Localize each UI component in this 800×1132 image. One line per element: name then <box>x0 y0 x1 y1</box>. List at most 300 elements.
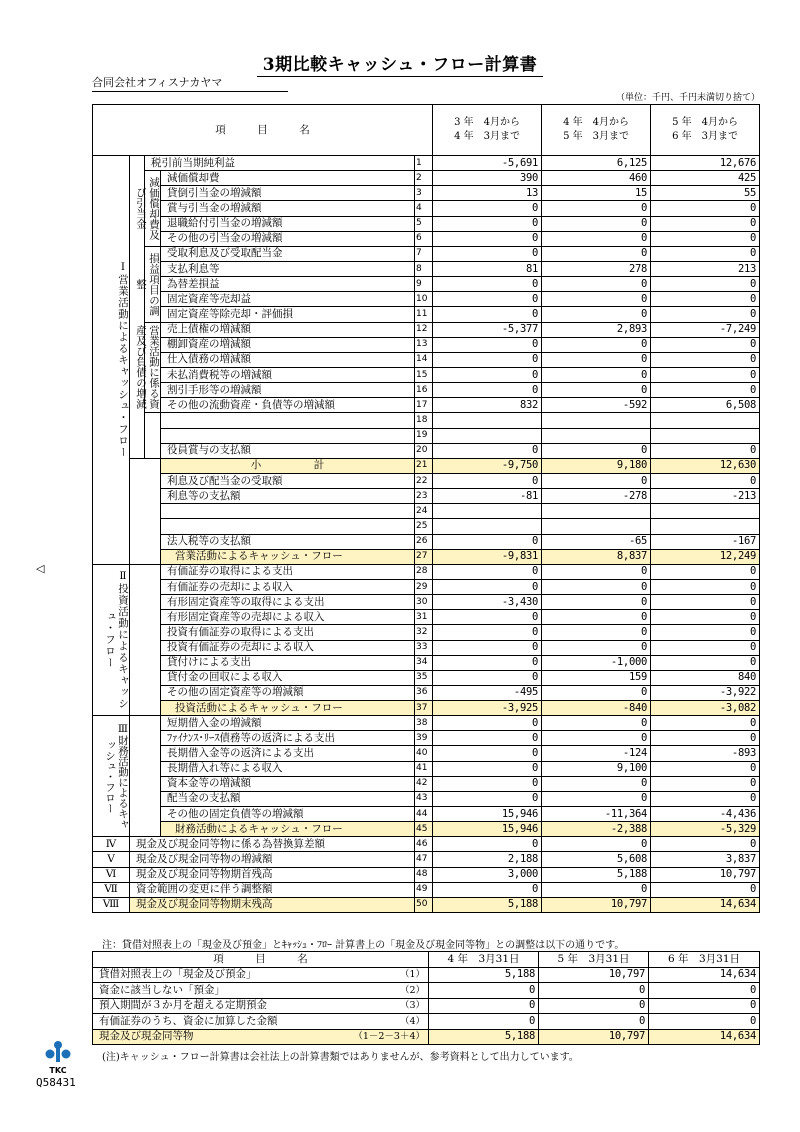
table-row <box>93 519 760 534</box>
line-number: 30 <box>415 595 433 610</box>
value-cell: 0 <box>651 231 760 246</box>
value-cell: 0 <box>433 383 542 398</box>
line-number: 1 <box>415 156 433 171</box>
line-number: 29 <box>415 579 433 594</box>
value-cell: 0 <box>651 731 760 746</box>
value-cell: 2,893 <box>542 322 651 337</box>
unit-note: （単位：千円、千円未満切り捨て） <box>615 93 760 103</box>
value-cell: 3,837 <box>651 852 760 867</box>
row-label: 有価証券の売却による収入 <box>161 579 415 594</box>
table-row <box>93 201 760 216</box>
value-cell: -893 <box>651 746 760 761</box>
value-cell: -9,750 <box>433 458 542 473</box>
value-cell: 425 <box>651 171 760 186</box>
financing-indent-cell <box>130 716 161 837</box>
value-cell <box>651 519 760 534</box>
row-label: 長期借入金等の返済による支出 <box>161 746 415 761</box>
value-cell: 15,946 <box>433 822 542 837</box>
value-cell: 0 <box>542 882 651 897</box>
row-label <box>161 519 415 534</box>
sub-row-ref: （1－2－3＋4） <box>323 1029 429 1045</box>
operating-subtotal-indent <box>130 458 161 564</box>
line-number: 3 <box>415 186 433 201</box>
row-label: 有形固定資産等の売却による収入 <box>161 610 415 625</box>
value-cell: 0 <box>433 216 542 231</box>
value-cell <box>651 504 760 519</box>
value-cell: -3,922 <box>651 685 760 700</box>
empty-group-cell <box>145 413 161 458</box>
line-number: 22 <box>415 473 433 488</box>
line-number: 36 <box>415 685 433 700</box>
row-label: 投資有価証券の売却による収入 <box>161 640 415 655</box>
cash-reconciliation-table <box>92 951 760 1045</box>
value-cell: -5,691 <box>433 156 542 171</box>
value-cell: 0 <box>542 610 651 625</box>
line-number: 21 <box>415 458 433 473</box>
sub-value-cell: 0 <box>429 983 539 999</box>
table-row <box>93 579 760 594</box>
value-cell: -840 <box>542 701 651 716</box>
table-row <box>93 655 760 670</box>
row-label: その他の流動資産・負債等の増減額 <box>161 398 415 413</box>
value-cell: -11,364 <box>542 807 651 822</box>
value-cell: -592 <box>542 398 651 413</box>
value-cell: 3,000 <box>433 867 542 882</box>
sub-value-cell: 0 <box>649 998 760 1014</box>
row-label: 貸付けによる支出 <box>161 655 415 670</box>
line-number: 43 <box>415 791 433 806</box>
sub-header-date-2: 5 年 3月31日 <box>539 952 649 968</box>
table-row <box>93 261 760 276</box>
row-label: 小 計 <box>161 458 415 473</box>
table-row <box>93 670 760 685</box>
value-cell: 9,100 <box>542 761 651 776</box>
value-cell: 0 <box>651 579 760 594</box>
value-cell: 0 <box>433 882 542 897</box>
table-row <box>93 701 760 716</box>
row-label: 受取利息及び受取配当金 <box>161 246 415 261</box>
value-cell <box>433 413 542 428</box>
table-row <box>93 837 760 852</box>
value-cell: 0 <box>433 473 542 488</box>
value-cell: 14,634 <box>651 897 760 912</box>
value-cell: 81 <box>433 261 542 276</box>
table-row <box>93 156 760 171</box>
value-cell: 0 <box>542 685 651 700</box>
row-label <box>161 413 415 428</box>
column-header-period-3: 5 年 4月から 6 年 3月まで <box>651 105 760 156</box>
value-cell: 0 <box>542 579 651 594</box>
value-cell: 5,188 <box>542 867 651 882</box>
value-cell: 10,797 <box>651 867 760 882</box>
row-label: 税引前当期純利益 <box>145 156 415 171</box>
row-label: 現金及び現金同等物に係る為替換算差額 <box>130 837 415 852</box>
value-cell: 278 <box>542 261 651 276</box>
footnote: (注)キャッシュ・フロー計算書は会社法上の計算書類ではありませんが、参考資料として出力しています。 <box>102 1052 579 1063</box>
section-viii-label: Ⅷ <box>93 897 130 912</box>
row-label: 現金及び現金同等物期首残高 <box>130 867 415 882</box>
value-cell: 159 <box>542 670 651 685</box>
row-label: 現金及び現金同等物期末残高 <box>130 897 415 912</box>
table-row <box>93 610 760 625</box>
value-cell: 0 <box>433 610 542 625</box>
table-row <box>93 337 760 352</box>
value-cell: 0 <box>651 625 760 640</box>
value-cell: 0 <box>433 625 542 640</box>
sub-value-cell: 10,797 <box>539 967 649 983</box>
value-cell: 213 <box>651 261 760 276</box>
table-row <box>93 171 760 186</box>
value-cell: 2,188 <box>433 852 542 867</box>
value-cell: 12,676 <box>651 156 760 171</box>
sub-row-label: 現金及び現金同等物 <box>93 1029 323 1045</box>
row-label: 役員賞与の支払額 <box>161 443 415 458</box>
value-cell: 0 <box>433 246 542 261</box>
table-row <box>93 413 760 428</box>
value-cell: 0 <box>651 564 760 579</box>
value-cell: -213 <box>651 489 760 504</box>
table-row <box>93 504 760 519</box>
value-cell: -278 <box>542 489 651 504</box>
row-label: 有形固定資産等の取得による支出 <box>161 595 415 610</box>
line-number: 14 <box>415 352 433 367</box>
line-number: 10 <box>415 292 433 307</box>
row-label: その他の固定資産等の増減額 <box>161 685 415 700</box>
table-row <box>93 398 760 413</box>
value-cell: -2,388 <box>542 822 651 837</box>
value-cell: -9,831 <box>433 549 542 564</box>
table-row <box>93 761 760 776</box>
line-number: 34 <box>415 655 433 670</box>
value-cell <box>433 519 542 534</box>
value-cell: 0 <box>433 655 542 670</box>
row-label: その他の引当金の増減額 <box>161 231 415 246</box>
row-label <box>161 428 415 443</box>
line-number: 39 <box>415 731 433 746</box>
value-cell: 0 <box>542 352 651 367</box>
sub-row-ref: （1） <box>323 967 429 983</box>
row-label: 為替差損益 <box>161 277 415 292</box>
value-cell: 0 <box>651 761 760 776</box>
value-cell: 0 <box>651 277 760 292</box>
value-cell: -5,377 <box>433 322 542 337</box>
line-number: 19 <box>415 428 433 443</box>
value-cell: 0 <box>433 534 542 549</box>
table-row <box>93 731 760 746</box>
sub-row-ref: （4） <box>323 1014 429 1030</box>
line-number: 45 <box>415 822 433 837</box>
line-number: 50 <box>415 897 433 912</box>
table-row <box>93 246 760 261</box>
value-cell: 0 <box>542 443 651 458</box>
section-financing-label: Ⅲ財務活動によるキャッシュ・フロー <box>93 716 130 837</box>
value-cell <box>433 428 542 443</box>
line-number: 6 <box>415 231 433 246</box>
row-label: 貸付金の回収による収入 <box>161 670 415 685</box>
value-cell: -81 <box>433 489 542 504</box>
value-cell: 0 <box>542 383 651 398</box>
table-row <box>93 776 760 791</box>
line-number: 35 <box>415 670 433 685</box>
row-label: 短期借入金の増減額 <box>161 716 415 731</box>
table-row <box>93 897 760 912</box>
value-cell: 0 <box>433 776 542 791</box>
value-cell: 0 <box>433 367 542 382</box>
value-cell: 0 <box>651 837 760 852</box>
value-cell: 15 <box>542 186 651 201</box>
line-number: 48 <box>415 867 433 882</box>
row-label: ﾌｧｲﾅﾝｽ･ﾘｰｽ債務等の返済による支出 <box>161 731 415 746</box>
line-number: 24 <box>415 504 433 519</box>
sub-value-cell: 0 <box>429 1014 539 1030</box>
cash-flow-table <box>92 104 760 913</box>
sub-row-label: 預入期間が３か月を超える定期預金 <box>93 998 323 1014</box>
row-label <box>161 504 415 519</box>
value-cell: 0 <box>542 716 651 731</box>
row-label: 利息等の支払額 <box>161 489 415 504</box>
value-cell: 0 <box>542 564 651 579</box>
value-cell: 0 <box>542 216 651 231</box>
sub-table-row <box>93 1029 760 1045</box>
value-cell: -3,082 <box>651 701 760 716</box>
table-row <box>93 746 760 761</box>
value-cell: 0 <box>433 670 542 685</box>
value-cell <box>542 519 651 534</box>
row-label: 営業活動によるキャッシュ・フロー <box>161 549 415 564</box>
sub-table-row <box>93 1014 760 1030</box>
group-pl-adjustment-label: 損益項目の調整 <box>145 246 161 322</box>
line-number: 28 <box>415 564 433 579</box>
adjustment-note: 注：貸借対照表上の「現金及び預金」とｷｬｯｼｭ・ﾌﾛｰ 計算書上の「現金及び現金同等物」との調整は以下の通りです。 <box>102 940 625 951</box>
value-cell: 832 <box>433 398 542 413</box>
value-cell: 0 <box>542 625 651 640</box>
page-code: Q58431 <box>36 1076 76 1089</box>
value-cell: 0 <box>433 791 542 806</box>
sub-value-cell: 0 <box>539 1014 649 1030</box>
line-number: 27 <box>415 549 433 564</box>
table-row <box>93 564 760 579</box>
line-number: 8 <box>415 261 433 276</box>
value-cell: 0 <box>651 882 760 897</box>
value-cell: -7,249 <box>651 322 760 337</box>
value-cell: 6,125 <box>542 156 651 171</box>
line-number: 25 <box>415 519 433 534</box>
sub-row-ref: （3） <box>323 998 429 1014</box>
line-number: 5 <box>415 216 433 231</box>
value-cell: 12,630 <box>651 458 760 473</box>
table-row <box>93 489 760 504</box>
value-cell: -65 <box>542 534 651 549</box>
value-cell: 0 <box>542 473 651 488</box>
value-cell: 0 <box>433 837 542 852</box>
row-label: 仕入債務の増減額 <box>161 352 415 367</box>
value-cell: 0 <box>542 277 651 292</box>
table-row <box>93 549 760 564</box>
table-row <box>93 595 760 610</box>
value-cell: 0 <box>651 292 760 307</box>
line-number: 4 <box>415 201 433 216</box>
row-label: 割引手形等の増減額 <box>161 383 415 398</box>
value-cell: 10,797 <box>542 897 651 912</box>
line-number: 2 <box>415 171 433 186</box>
sub-value-cell: 14,634 <box>649 967 760 983</box>
sub-row-label: 貸借対照表上の「現金及び預金」 <box>93 967 323 983</box>
value-cell: 12,249 <box>651 549 760 564</box>
sub-table-row <box>93 983 760 999</box>
row-label: 長期借入れ等による収入 <box>161 761 415 776</box>
table-row <box>93 458 760 473</box>
value-cell: -4,436 <box>651 807 760 822</box>
table-row <box>93 231 760 246</box>
value-cell: 9,180 <box>542 458 651 473</box>
sub-row-label: 資金に該当しない「預金」 <box>93 983 323 999</box>
sub-value-cell: 10,797 <box>539 1029 649 1045</box>
row-label: 貸倒引当金の増減額 <box>161 186 415 201</box>
sub-header-date-1: 4 年 3月31日 <box>429 952 539 968</box>
value-cell: 0 <box>542 201 651 216</box>
value-cell: -3,925 <box>433 701 542 716</box>
value-cell: 0 <box>542 292 651 307</box>
sub-value-cell: 5,188 <box>429 1029 539 1045</box>
row-label: 投資活動によるキャッシュ・フロー <box>161 701 415 716</box>
value-cell: 0 <box>433 231 542 246</box>
table-row <box>93 352 760 367</box>
value-cell: 0 <box>651 337 760 352</box>
value-cell: -3,430 <box>433 595 542 610</box>
table-row <box>93 443 760 458</box>
value-cell <box>651 428 760 443</box>
line-number: 26 <box>415 534 433 549</box>
table-row <box>93 822 760 837</box>
tkc-logo-icon <box>43 1040 73 1062</box>
value-cell: 0 <box>433 579 542 594</box>
row-label: 現金及び現金同等物の増減額 <box>130 852 415 867</box>
line-number: 18 <box>415 413 433 428</box>
margin-mark: ◁ <box>36 562 45 575</box>
value-cell: 0 <box>651 610 760 625</box>
sub-header-item: 項 目 名 <box>93 952 429 968</box>
value-cell <box>651 413 760 428</box>
line-number: 49 <box>415 882 433 897</box>
row-label: 配当金の支払額 <box>161 791 415 806</box>
value-cell: 0 <box>651 640 760 655</box>
sub-value-cell: 0 <box>649 983 760 999</box>
investing-indent-cell <box>130 564 161 715</box>
value-cell: 0 <box>433 731 542 746</box>
value-cell: 0 <box>433 201 542 216</box>
value-cell: 0 <box>433 746 542 761</box>
value-cell: 0 <box>651 307 760 322</box>
value-cell: 0 <box>651 776 760 791</box>
value-cell: -495 <box>433 685 542 700</box>
row-label: 減価償却費 <box>161 171 415 186</box>
table-row <box>93 216 760 231</box>
value-cell: 0 <box>542 595 651 610</box>
sub-row-ref: （2） <box>323 983 429 999</box>
line-number: 12 <box>415 322 433 337</box>
line-number: 42 <box>415 776 433 791</box>
value-cell: 840 <box>651 670 760 685</box>
value-cell: 0 <box>651 201 760 216</box>
table-row <box>93 428 760 443</box>
row-label: 法人税等の支払額 <box>161 534 415 549</box>
tkc-logo <box>40 1040 76 1075</box>
value-cell: 15,946 <box>433 807 542 822</box>
line-number: 16 <box>415 383 433 398</box>
table-row <box>93 534 760 549</box>
value-cell: 0 <box>433 640 542 655</box>
value-cell: 13 <box>433 186 542 201</box>
value-cell: 5,188 <box>433 897 542 912</box>
value-cell: 8,837 <box>542 549 651 564</box>
sub-value-cell: 5,188 <box>429 967 539 983</box>
row-label: 投資有価証券の取得による支出 <box>161 625 415 640</box>
row-label: 資金範囲の変更に伴う調整額 <box>130 882 415 897</box>
value-cell: 0 <box>542 307 651 322</box>
section-v-label: Ⅴ <box>93 852 130 867</box>
value-cell: 0 <box>651 595 760 610</box>
line-number: 13 <box>415 337 433 352</box>
value-cell: 0 <box>542 837 651 852</box>
group-depreciation-label: 減価償却費及び引当金 <box>145 171 161 247</box>
line-number: 47 <box>415 852 433 867</box>
line-number: 7 <box>415 246 433 261</box>
row-label: 利息及び配当金の受取額 <box>161 473 415 488</box>
group-working-capital-label: 営業活動に係る資産及び負債の増減 <box>145 322 161 413</box>
value-cell: 0 <box>651 216 760 231</box>
sub-header-date-3: 6 年 3月31日 <box>649 952 760 968</box>
value-cell: -1,000 <box>542 655 651 670</box>
table-row <box>93 292 760 307</box>
table-row <box>93 716 760 731</box>
table-row <box>93 625 760 640</box>
value-cell: 0 <box>433 716 542 731</box>
row-label: 退職給付引当金の増減額 <box>161 216 415 231</box>
value-cell: 5,608 <box>542 852 651 867</box>
column-header-item: 項 目 名 <box>93 105 433 156</box>
value-cell: 0 <box>542 731 651 746</box>
value-cell <box>542 504 651 519</box>
row-label: 財務活動によるキャッシュ・フロー <box>161 822 415 837</box>
value-cell: 0 <box>433 337 542 352</box>
value-cell: 0 <box>542 640 651 655</box>
value-cell: 0 <box>542 337 651 352</box>
section-investing-label: Ⅱ投資活動によるキャッシュ・フロー <box>93 564 130 715</box>
value-cell: 6,508 <box>651 398 760 413</box>
row-label: 棚卸資産の増減額 <box>161 337 415 352</box>
value-cell: 0 <box>651 473 760 488</box>
section-vi-label: Ⅵ <box>93 867 130 882</box>
sub-value-cell: 0 <box>539 998 649 1014</box>
row-label: 資本金等の増減額 <box>161 776 415 791</box>
table-row <box>93 791 760 806</box>
line-number: 11 <box>415 307 433 322</box>
value-cell: 0 <box>433 564 542 579</box>
value-cell: 0 <box>651 367 760 382</box>
value-cell: 460 <box>542 171 651 186</box>
value-cell: 0 <box>651 791 760 806</box>
row-label: 有価証券の取得による支出 <box>161 564 415 579</box>
value-cell: 0 <box>433 307 542 322</box>
table-row <box>93 685 760 700</box>
value-cell: 0 <box>651 352 760 367</box>
value-cell: 0 <box>542 246 651 261</box>
value-cell <box>433 504 542 519</box>
value-cell: 0 <box>542 791 651 806</box>
value-cell: -5,329 <box>651 822 760 837</box>
row-label: 売上債権の増減額 <box>161 322 415 337</box>
sub-row-label: 有価証券のうち、資金に加算した金額 <box>93 1014 323 1030</box>
